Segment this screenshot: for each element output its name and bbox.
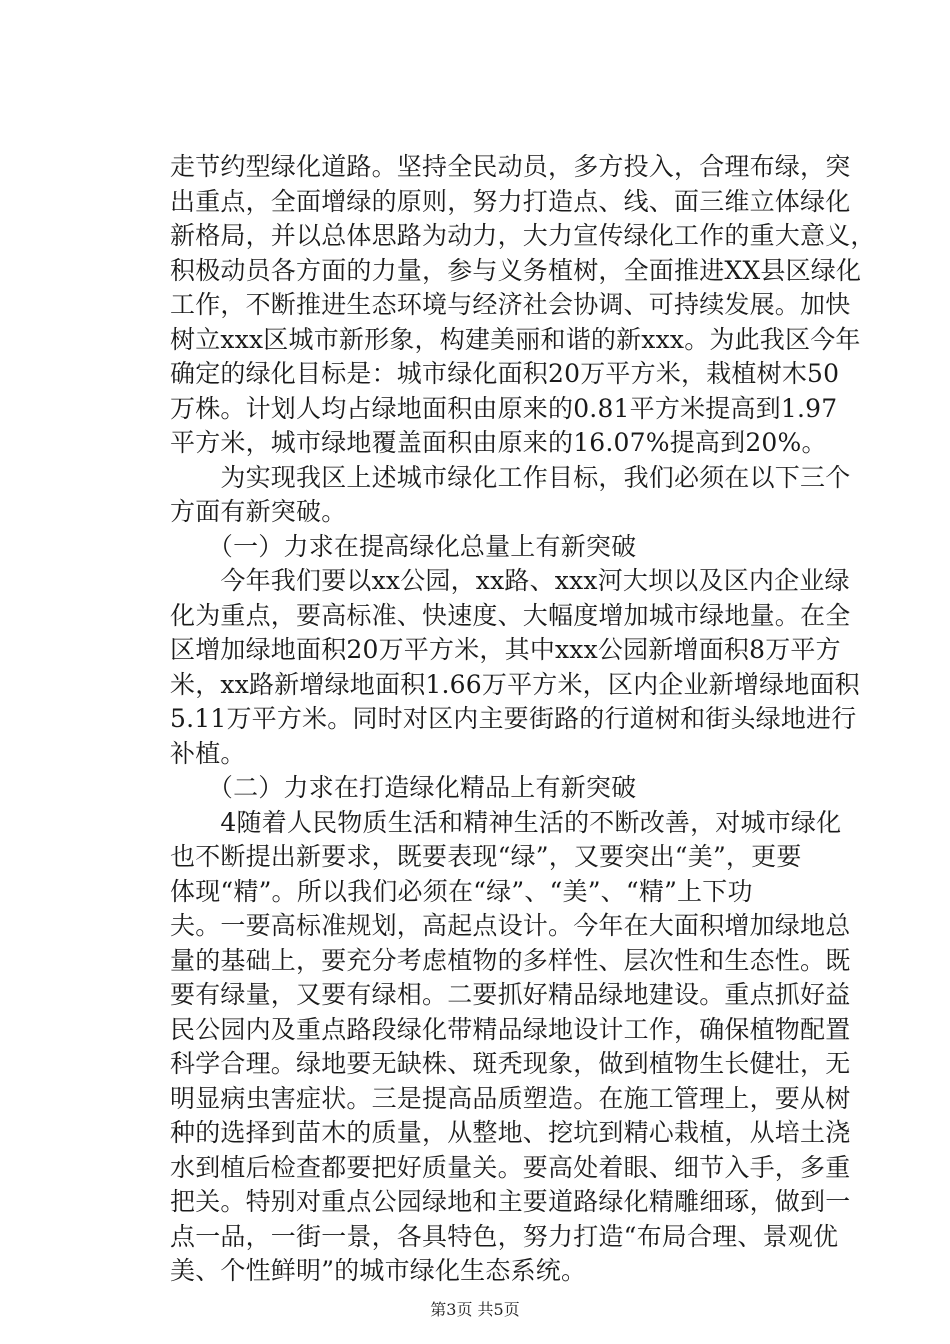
text-line: 万株。计划人均占绿地面积由原来的0.81平方米提高到1.97 — [170, 393, 838, 423]
text-line: 区增加绿地面积20万平方米，其中xxx公园新增面积8万平方 — [170, 635, 841, 664]
text-line: 量的基础上，要充分考虑植物的多样性、层次性和生态性。既 — [170, 945, 851, 975]
text-line: 积极动员各方面的力量，参与义务植树，全面推进XX县区绿化 — [170, 255, 862, 285]
text-line: 新格局，并以总体思路为动力，大力宣传绿化工作的重大意义， — [170, 221, 876, 250]
text-line: 科学合理。绿地要无缺株、斑秃现象，做到植物生长健壮，无 — [170, 1049, 851, 1078]
text-line: 平方米，城市绿地覆盖面积由原来的16.07%提高到20%。 — [170, 428, 827, 457]
text-line: 把关。特别对重点公园绿地和主要道路绿化精雕细琢，做到一 — [170, 1187, 851, 1216]
section-heading: （一）力求在提高绿化总量上有新突破 — [170, 531, 637, 561]
text-line: 今年我们要以xx公园，xx路、xxx河大坝以及区内企业绿 — [170, 566, 850, 595]
text-line: 方面有新突破。 — [170, 497, 347, 526]
text-line: 树立xxx区城市新形象，构建美丽和谐的新xxx。为此我区今年 — [170, 324, 861, 354]
text-line: 补植。 — [170, 738, 246, 768]
text-line: 走节约型绿化道路。坚持全民动员，多方投入，合理布绿，突 — [170, 152, 851, 181]
text-line: 要有绿量，又要有绿相。二要抓好精品绿地建设。重点抓好益 — [170, 980, 851, 1009]
text-line: 民公园内及重点路段绿化带精品绿地设计工作，确保植物配置 — [170, 1014, 851, 1044]
text-line: 5.11万平方米。同时对区内主要街路的行道树和街头绿地进行 — [170, 704, 857, 733]
text-line: 种的选择到苗木的质量，从整地、挖坑到精心栽植，从培土浇 — [170, 1118, 851, 1147]
text-line: 工作，不断推进生态环境与经济社会协调、可持续发展。加快 — [170, 290, 851, 319]
text-line: 4随着人民物质生活和精神生活的不断改善，对城市绿化 — [170, 807, 842, 837]
body-text — [170, 150, 890, 1289]
section-heading: （二）力求在打造绿化精品上有新突破 — [170, 773, 637, 802]
text-line: 出重点，全面增绿的原则，努力打造点、线、面三维立体绿化 — [170, 186, 851, 216]
text-line: 美、个性鲜明”的城市绿化生态系统。 — [170, 1256, 587, 1285]
text-line: 确定的绿化目标是：城市绿化面积20万平方米，栽植树木50 — [170, 359, 840, 388]
page-number-footer: 第3页 共5页 — [430, 1300, 520, 1319]
text-line: 明显病虫害症状。三是提高品质塑造。在施工管理上，要从树 — [170, 1083, 851, 1113]
text-line: 点一品，一街一景，各具特色，努力打造“布局合理、景观优 — [170, 1221, 839, 1251]
text-line: 体现“精”。所以我们必须在“绿”、“美”、“精”上下功 — [170, 876, 753, 906]
text-line: 水到植后检查都要把好质量关。要高处着眼、细节入手，多重 — [170, 1152, 851, 1182]
text-line: 夫。一要高标准规划，高起点设计。今年在大面积增加绿地总 — [170, 911, 851, 940]
text-line: 为实现我区上述城市绿化工作目标，我们必须在以下三个 — [170, 462, 851, 492]
text-line: 也不断提出新要求，既要表现“绿”，又要突出“美”，更要 — [170, 842, 802, 871]
text-line: 米，xx路新增绿地面积1.66万平方米，区内企业新增绿地面积 — [170, 669, 860, 699]
text-line: 化为重点，要高标准、快速度、大幅度增加城市绿地量。在全 — [170, 600, 851, 630]
